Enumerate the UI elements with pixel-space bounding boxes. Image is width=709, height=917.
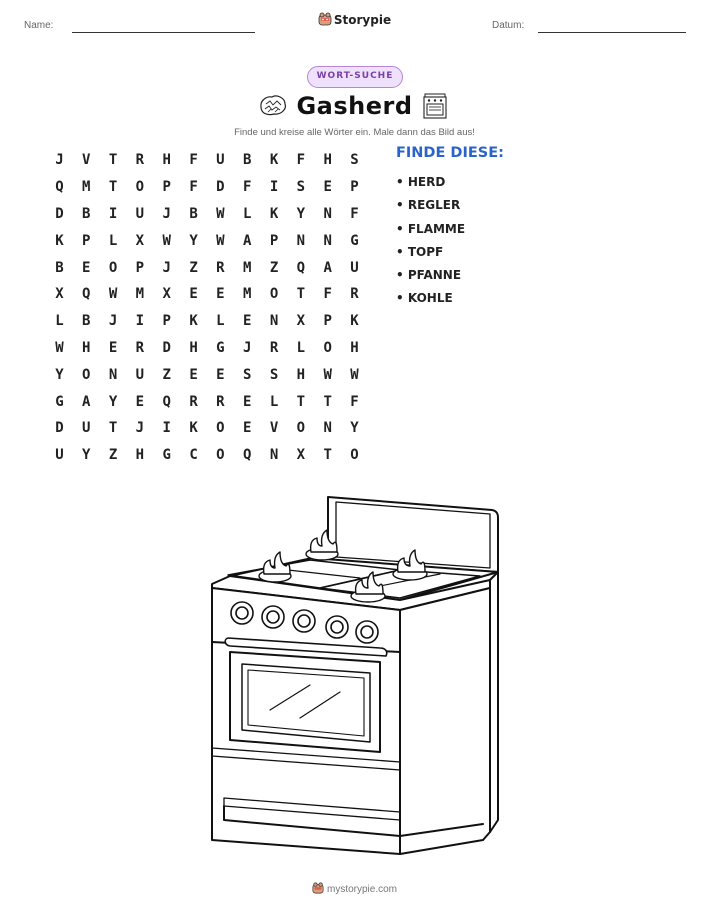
grid-letter: J [162, 259, 171, 276]
grid-letter: F [242, 179, 252, 196]
grid-letter: U [135, 205, 145, 222]
grid-row [46, 254, 368, 281]
grid-letter: W [216, 205, 225, 222]
grid-letter: I [269, 179, 279, 196]
gas-stove-illustration [200, 480, 510, 855]
grid-letter: E [216, 366, 225, 383]
grid-row [46, 147, 368, 174]
date-line [538, 32, 686, 33]
grid-letter: K [350, 313, 359, 330]
grid-letter: O [323, 339, 332, 356]
grid-letter: S [296, 179, 306, 196]
grid-letter: N [296, 232, 306, 249]
grid-letter: C [189, 447, 198, 464]
grid-letter: U [82, 420, 91, 437]
grid-letter: H [350, 339, 359, 356]
grid-letter: S [350, 152, 359, 169]
grid-letter: S [242, 366, 252, 383]
grid-letter: G [55, 393, 64, 410]
grid-letter: O [216, 447, 225, 464]
worksheet-type-badge: WORT-SUCHE [307, 66, 403, 88]
grid-letter: R [135, 339, 145, 356]
grid-letter: W [108, 286, 118, 303]
grid-letter: I [135, 313, 145, 330]
grid-letter: U [350, 259, 359, 276]
grid-row [46, 227, 368, 254]
grid-letter: R [216, 393, 225, 410]
grid-letter: L [242, 205, 252, 222]
grid-letter: N [269, 447, 279, 464]
grid-letter: E [242, 393, 252, 410]
grid-letter: K [55, 232, 64, 249]
grid-letter: Z [189, 259, 198, 276]
grid-letter: F [350, 205, 359, 222]
grid-letter: G [350, 232, 359, 249]
grid-letter: H [135, 447, 145, 464]
word-list-item: • PFANNE [396, 268, 462, 283]
grid-letter: Q [296, 259, 306, 276]
word-list-item: • HERD [396, 175, 446, 189]
grid-letter: O [269, 286, 279, 303]
grid-letter: I [108, 205, 118, 222]
grid-row [46, 415, 368, 442]
grid-letter: A [323, 259, 332, 276]
grid-letter: W [350, 366, 359, 383]
grid-letter: H [162, 152, 171, 169]
grid-letter: E [82, 259, 91, 276]
grid-letter: S [269, 366, 279, 383]
grid-letter: Q [162, 393, 171, 410]
grid-letter: E [108, 339, 118, 356]
grid-letter: M [242, 286, 252, 303]
grid-letter: U [216, 152, 225, 169]
grid-letter: R [216, 259, 225, 276]
grid-letter: F [323, 286, 332, 303]
grid-letter: H [189, 339, 198, 356]
grid-letter: R [269, 339, 279, 356]
grid-letter: L [55, 313, 64, 330]
grid-row [46, 361, 368, 388]
grid-letter: E [242, 313, 252, 330]
grid-letter: K [269, 205, 279, 222]
grid-letter: W [162, 232, 171, 249]
grid-letter: G [216, 339, 225, 356]
grid-row [46, 335, 368, 362]
grid-letter: J [135, 420, 145, 437]
grid-letter: P [82, 232, 91, 249]
grid-letter: N [108, 366, 118, 383]
grid-letter: D [55, 420, 64, 437]
grid-letter: P [162, 179, 171, 196]
grid-letter: D [162, 339, 171, 356]
grid-letter: O [350, 447, 359, 464]
grid-letter: P [269, 232, 279, 249]
grid-letter: T [108, 420, 118, 437]
grid-row [46, 174, 368, 201]
grid-letter: E [216, 286, 225, 303]
grid-letter: V [82, 152, 91, 169]
name-label: Name: [24, 20, 54, 31]
grid-letter: Y [82, 447, 91, 464]
grid-letter: K [269, 152, 279, 169]
grid-letter: O [135, 179, 145, 196]
grid-letter: P [162, 313, 171, 330]
grid-letter: U [55, 447, 64, 464]
grid-letter: V [269, 420, 279, 437]
grid-letter: X [296, 447, 306, 464]
grid-letter: Z [108, 447, 118, 464]
grid-letter: G [162, 447, 171, 464]
grid-letter: B [55, 259, 64, 276]
grid-letter: T [323, 447, 332, 464]
grid-letter: N [323, 420, 332, 437]
grid-letter: T [296, 286, 306, 303]
grid-letter: H [82, 339, 91, 356]
grid-row [46, 201, 368, 228]
grid-letter: T [296, 393, 306, 410]
grid-letter: Y [350, 420, 359, 437]
grid-letter: T [108, 152, 118, 169]
grid-letter: D [216, 179, 225, 196]
word-list-item: • REGLER [396, 198, 461, 213]
grid-letter: I [162, 420, 171, 437]
grid-letter: L [296, 339, 306, 356]
grid-letter: M [135, 286, 145, 303]
word-list-item: • FLAMME [396, 221, 466, 236]
word-list-title: FINDE DIESE: [396, 145, 504, 161]
grid-letter: O [216, 420, 225, 437]
grid-letter: N [323, 205, 332, 222]
grid-letter: O [82, 366, 91, 383]
grid-letter: H [296, 366, 306, 383]
grid-letter: L [108, 232, 118, 249]
grid-row [46, 442, 368, 469]
grid-letter: K [189, 313, 198, 330]
grid-letter: T [108, 179, 118, 196]
grid-letter: E [135, 393, 145, 410]
grid-letter: P [323, 313, 332, 330]
grid-letter: M [242, 259, 252, 276]
grid-letter: J [108, 313, 118, 330]
grid-letter: K [189, 420, 198, 437]
grid-letter: R [135, 152, 145, 169]
grid-letter: P [350, 179, 359, 196]
grid-letter: N [269, 313, 279, 330]
grid-letter: E [323, 179, 332, 196]
grid-letter: W [216, 232, 225, 249]
date-label: Datum: [492, 20, 525, 31]
stove-icon [422, 92, 448, 120]
grid-letter: L [216, 313, 225, 330]
grid-letter: L [269, 393, 279, 410]
page-title: Gasherd [296, 92, 413, 120]
grid-letter: M [82, 179, 91, 196]
grid-letter: Y [189, 232, 198, 249]
grid-letter: W [55, 339, 64, 356]
grid-letter: Y [296, 205, 306, 222]
grid-letter: B [82, 313, 91, 330]
letter-grid [46, 147, 368, 469]
grid-letter: X [296, 313, 306, 330]
word-list [396, 145, 504, 311]
grid-letter: B [82, 205, 91, 222]
storypie-logo-icon [318, 12, 332, 26]
word-list-item: • TOPF [396, 244, 444, 259]
grid-letter: Y [55, 366, 64, 383]
grid-letter: O [296, 420, 306, 437]
grid-row [46, 388, 368, 415]
grid-letter: E [189, 366, 198, 383]
grid-letter: F [189, 152, 198, 169]
instructions: Finde und kreise alle Wörter ein. Male dann das Bild aus! [234, 127, 475, 138]
grid-letter: N [323, 232, 332, 249]
grid-letter: Q [242, 447, 252, 464]
storypie-logo-icon [312, 882, 324, 894]
brand-name: Storypie [333, 13, 392, 27]
grid-letter: J [242, 339, 252, 356]
grid-letter: Y [108, 393, 118, 410]
grid-letter: U [135, 366, 145, 383]
grid-letter: A [242, 232, 252, 249]
grid-letter: R [189, 393, 198, 410]
grid-letter: W [323, 366, 332, 383]
grid-letter: Q [55, 179, 64, 196]
grid-letter: B [189, 205, 198, 222]
grid-letter: B [242, 152, 252, 169]
grid-letter: X [55, 286, 64, 303]
grid-letter: X [135, 232, 145, 249]
grid-letter: Q [82, 286, 91, 303]
grid-letter: F [189, 179, 198, 196]
footer-url: mystorypie.com [326, 884, 397, 895]
grid-letter: H [323, 152, 332, 169]
grid-letter: Z [269, 259, 279, 276]
grid-letter: F [296, 152, 306, 169]
grid-letter: J [162, 205, 171, 222]
grid-letter: J [55, 152, 64, 169]
grid-letter: E [189, 286, 198, 303]
grid-letter: T [323, 393, 332, 410]
grid-letter: Z [162, 366, 171, 383]
grid-letter: A [82, 393, 91, 410]
footer [0, 882, 709, 895]
name-line [72, 32, 255, 33]
brand [0, 12, 709, 27]
grid-letter: O [108, 259, 118, 276]
grid-letter: X [162, 286, 171, 303]
grid-letter: P [135, 259, 145, 276]
grid-letter: D [55, 205, 64, 222]
grid-letter: F [350, 393, 359, 410]
grid-letter: R [350, 286, 359, 303]
grid-letter: E [242, 420, 252, 437]
grid-row [46, 308, 368, 335]
grid-row [46, 281, 368, 308]
word-list-item: • KOHLE [396, 291, 453, 306]
